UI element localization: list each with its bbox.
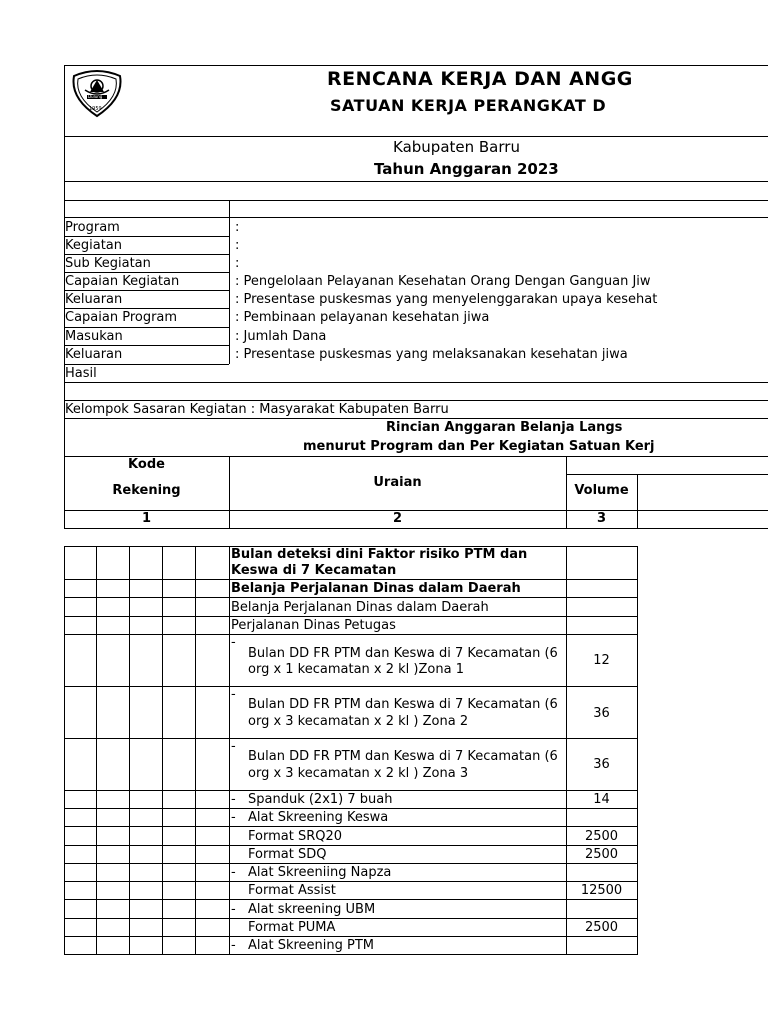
item-9-uraian: Alat Skreening Keswa (248, 810, 389, 825)
info-label-sub-kegiatan: Sub Kegiatan (65, 256, 151, 271)
col-uraian: Uraian (373, 475, 422, 490)
item-10-uraian: Format SRQ20 (248, 829, 343, 844)
info-label-capaian-kegiatan: Capaian Kegiatan (65, 274, 180, 289)
info-label-hasil: Hasil (65, 366, 97, 381)
info-label-keluaran: Keluaran (65, 292, 123, 307)
item-5-volume: 12 (593, 653, 610, 668)
col-volume: Volume (574, 483, 629, 498)
item-4-uraian: Perjalanan Dinas Petugas (231, 618, 396, 633)
info-label-masukan: Masukan (65, 329, 123, 344)
item-8-dash: - (231, 792, 236, 807)
item-9-dash: - (231, 810, 236, 825)
info-value-kegiatan: : (235, 238, 240, 253)
info-value-capaian-kegiatan: : Pengelolaan Pelayanan Kesehatan Orang Dengan Ganguan Jiw (235, 274, 651, 289)
item-5-dash: - (231, 635, 236, 650)
logo-year: 1959 (89, 106, 102, 112)
item-8-uraian: Spanduk (2x1) 7 buah (248, 792, 393, 807)
item-1-uraian-2: Keswa di 7 Kecamatan (231, 563, 397, 578)
kelompok-sasaran: Kelompok Sasaran Kegiatan : Masyarakat Kabupaten Barru (65, 402, 449, 417)
item-13-uraian: Format Assist (248, 883, 336, 898)
item-2-uraian: Belanja Perjalanan Dinas dalam Daerah (231, 581, 521, 596)
item-11-volume: 2500 (584, 847, 619, 862)
item-7-uraian-2: org x 3 kecamatan x 2 kl ) Zona 3 (248, 766, 469, 781)
col-num-2: 2 (392, 511, 403, 526)
item-7-uraian: Bulan DD FR PTM dan Keswa di 7 Kecamatan (6 (248, 749, 558, 764)
item-5-uraian-2: org x 1 kecamatan x 2 kl )Zona 1 (248, 662, 464, 677)
info-label-program: Program (65, 220, 120, 235)
item-1-uraian: Bulan deteksi dini Faktor risiko PTM dan (231, 547, 528, 562)
item-6-uraian-2: org x 3 kecamatan x 2 kl ) Zona 2 (248, 714, 469, 729)
item-7-volume: 36 (593, 757, 610, 772)
item-6-uraian: Bulan DD FR PTM dan Keswa di 7 Kecamatan (6 (248, 697, 558, 712)
item-14-dash: - (231, 902, 236, 917)
item-13-volume: 12500 (580, 883, 623, 898)
item-6-volume: 36 (593, 706, 610, 721)
item-12-uraian: Alat Skreeniing Napza (248, 865, 392, 880)
col-kode: Kode (128, 457, 165, 472)
item-12-dash: - (231, 865, 236, 880)
rincian-title-line1: Rincian Anggaran Belanja Langs (386, 420, 623, 435)
logo-motto: Dulung (88, 94, 103, 99)
region-label: Kabupaten Barru (393, 138, 520, 156)
info-value-capaian-program: : Pembinaan pelayanan kesehatan jiwa (235, 310, 490, 325)
item-14-uraian: Alat skreening UBM (248, 902, 376, 917)
col-num-3: 3 (596, 511, 607, 526)
col-rekening: Rekening (112, 483, 181, 498)
info-value-keluaran: : Presentase puskesmas yang menyelenggarakan upaya kesehat (235, 292, 658, 307)
kabupaten-logo (68, 68, 126, 118)
info-label-capaian-program: Capaian Program (65, 310, 178, 325)
item-8-volume: 14 (593, 792, 610, 807)
info-value-keluaran-2: : Presentase puskesmas yang melaksanakan kesehatan jiwa (235, 347, 628, 362)
item-6-dash: - (231, 687, 236, 702)
item-10-volume: 2500 (584, 829, 619, 844)
item-15-volume: 2500 (584, 920, 619, 935)
item-11-uraian: Format SDQ (248, 847, 327, 862)
item-15-uraian: Format PUMA (248, 920, 336, 935)
title-rencana-kerja: RENCANA KERJA DAN ANGG (327, 68, 633, 90)
info-label-keluaran-2: Keluaran (65, 347, 123, 362)
info-value-program: : (235, 220, 240, 235)
item-16-dash: - (231, 938, 236, 953)
item-7-dash: - (231, 739, 236, 754)
rincian-title-line2: menurut Program dan Per Kegiatan Satuan Kerj (303, 439, 655, 454)
item-3-uraian: Belanja Perjalanan Dinas dalam Daerah (231, 600, 489, 615)
title-satuan-kerja: SATUAN KERJA PERANGKAT D (330, 96, 607, 115)
info-value-sub-kegiatan: : (235, 256, 240, 271)
item-16-uraian: Alat Skreening PTM (248, 938, 375, 953)
year-label: Tahun Anggaran 2023 (374, 160, 559, 178)
item-5-uraian: Bulan DD FR PTM dan Keswa di 7 Kecamatan (6 (248, 646, 558, 661)
info-label-kegiatan: Kegiatan (65, 238, 123, 253)
col-num-1: 1 (141, 511, 152, 526)
info-value-masukan: : Jumlah Dana (235, 329, 327, 344)
